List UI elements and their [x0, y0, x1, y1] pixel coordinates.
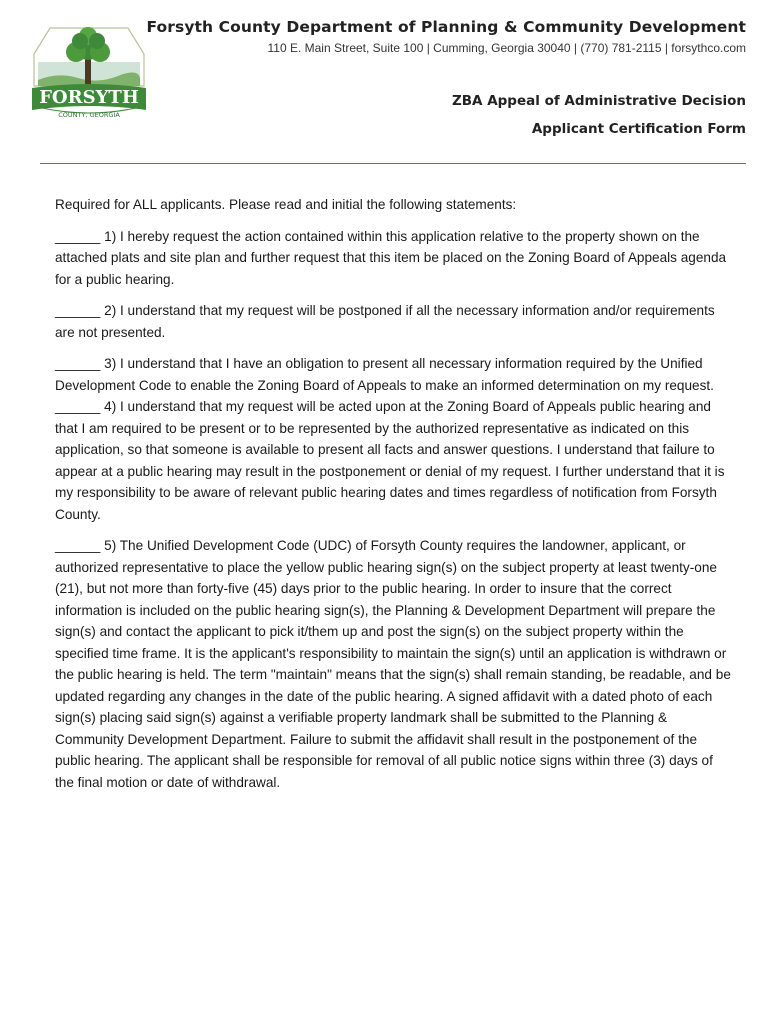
statement-3: ______ 3) I understand that I have an obligation to present all necessary information required by the Unified Development Code to enable the Zoning Board of Appeals to make an informed determination on my request.	[55, 356, 714, 393]
logo-banner	[32, 84, 146, 110]
statement-4: ______ 4) I understand that my request will be acted upon at the Zoning Board of Appeals public hearing and that I am required to be present or to be represented by the authorized representative as indicated on this application, so that someone is available to present all facts and answer questions. I understand that failure to appear at a public hearing may result in the postponement or denial of my request. I further understand that it is my responsibility to be aware of relevant public hearing dates and times regardless of notification from Forsyth County.	[55, 399, 725, 522]
forsyth-county-logo	[28, 24, 150, 120]
department-address: 110 E. Main Street, Suite 100 | Cumming, Georgia 30040 | (770) 781-2115 | forsythco.com	[267, 41, 746, 55]
department-header	[146, 18, 746, 55]
instructions: Required for ALL applicants. Please read and initial the following statements:	[55, 197, 517, 212]
form-subtitle: Applicant Certification Form	[531, 121, 746, 137]
statement-1: ______ 1) I hereby request the action contained within this application relative to the property shown on the attached plats and site plan and further request that this item be placed on the Zoning Board of Appeals agenda for a public hearing.	[55, 228, 727, 287]
form-title: ZBA Appeal of Administrative Decision	[451, 93, 746, 109]
statement-2: ______ 2) I understand that my request will be postponed if all the necessary information and/or requirements are not presented.	[55, 303, 715, 340]
logo-subtext: COUNTY, GEORGIA	[58, 111, 120, 119]
department-name: Forsyth County Department of Planning & Community Development	[146, 18, 746, 36]
form-body	[55, 194, 733, 803]
logo-text: FORSYTH	[39, 87, 139, 108]
statement-5: ______ 5) The Unified Development Code (UDC) of Forsyth County requires the landowner, applicant, or authorized representative to place the yellow public hearing sign(s) on the subject property at least twenty-one (21), but not more than forty-five (45) days prior to the public hearing. In order to insure that the correct information is included on the public hearing sign(s), the Planning & Development Department will prepare the sign(s) and contact the applicant to pick it/them up and post the sign(s) on the subject property within the specified time frame. It is the applicant's responsibility to maintain the sign(s) until an application is withdrawn or the public hearing is held. The term "maintain" means that the sign(s) shall remain standing, be readable, and be updated regarding any changes in the date of the public hearing. A signed affidavit with a dated photo of each sign(s) placing said sign(s) against a verifiable property landmark shall be submitted to the Planning & Community Development Department. Failure to submit the affidavit shall result in the postponement of the public hearing. The applicant shall be responsible for removal of all public notice signs within three (3) days of the final motion or date of withdrawal.	[55, 538, 731, 790]
header-divider	[40, 163, 746, 164]
